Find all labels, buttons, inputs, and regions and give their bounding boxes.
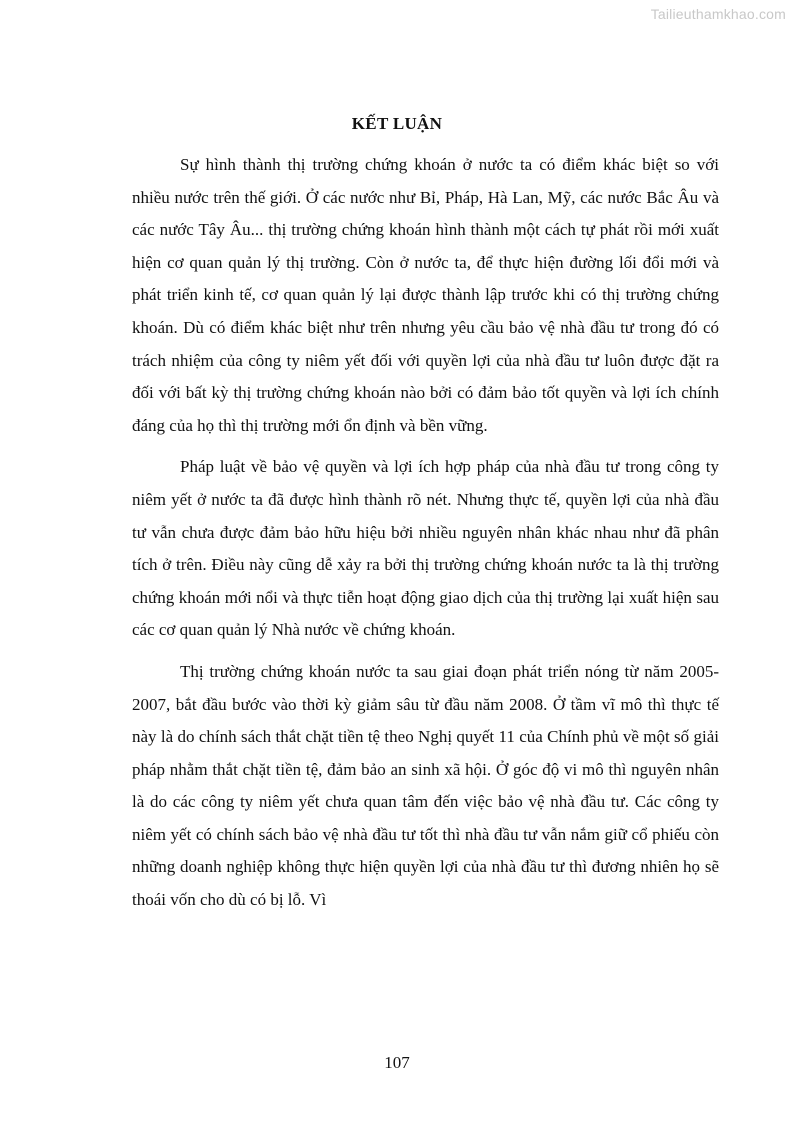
paragraph-3: Thị trường chứng khoán nước ta sau giai đoạn phát triển nóng từ năm 2005-2007, bắt đầu bước vào thời kỳ giảm sâu từ đầu năm 2008. Ở tầm vĩ mô thì thực tế này là do chính sách thắt chặt tiền tệ theo Nghị quyết 11 của Chính phủ về một số giải pháp nhằm thắt chặt tiền tệ, đảm bảo an sinh xã hội. Ở góc độ vi mô thì nguyên nhân là do các công ty niêm yết chưa quan tâm đến việc bảo vệ nhà đầu tư. Các công ty niêm yết có chính sách bảo vệ nhà đầu tư tốt thì nhà đầu tư vẫn nắm giữ cổ phiếu còn những doanh nghiệp không thực hiện quyền lợi của nhà đầu tư thì đương nhiên họ sẽ thoái vốn cho dù có bị lỗ. Vì — [132, 661, 719, 910]
watermark: Tailieuthamkhao.com — [650, 6, 786, 22]
paragraph-1: Sự hình thành thị trường chứng khoán ở nước ta có điểm khác biệt so với nhiều nước trên thế giới. Ở các nước như Bỉ, Pháp, Hà Lan, Mỹ, các nước Bắc Âu và các nước Tây Âu... thị trường chứng khoán hình thành một cách tự phát rồi mới xuất hiện cơ quan quản lý thị trường. Còn ở nước ta, để thực hiện đường lối đổi mới và phát triển kinh tế, cơ quan quản lý lại được thành lập trước khi có thị trường chứng khoán. Dù có điểm khác biệt như trên nhưng yêu cầu bảo vệ nhà đầu tư trong đó có trách nhiệm của công ty niêm yết đối với quyền lợi của nhà đầu tư luôn được đặt ra đối với bất kỳ thị trường chứng khoán nào bởi có đảm bảo tốt quyền và lợi ích chính đáng của họ thì thị trường mới ổn định và bền vững. — [132, 155, 719, 435]
paragraph-2: Pháp luật về bảo vệ quyền và lợi ích hợp pháp của nhà đầu tư trong công ty niêm yết ở nước ta đã được hình thành rõ nét. Nhưng thực tế, quyền lợi của nhà đầu tư vẫn chưa được đảm bảo hữu hiệu bởi nhiều nguyên nhân khác nhau như đã phân tích ở trên. Điều này cũng dễ xảy ra bởi thị trường chứng khoán nước ta là thị trường chứng khoán mới nổi và thực tiễn hoạt động giao dịch của thị trường lại xuất hiện sau các cơ quan quản lý Nhà nước về chứng khoán. — [132, 457, 719, 640]
page-number: 107 — [384, 1053, 410, 1072]
page-title: KẾT LUẬN — [351, 114, 443, 133]
body-text — [132, 149, 719, 926]
